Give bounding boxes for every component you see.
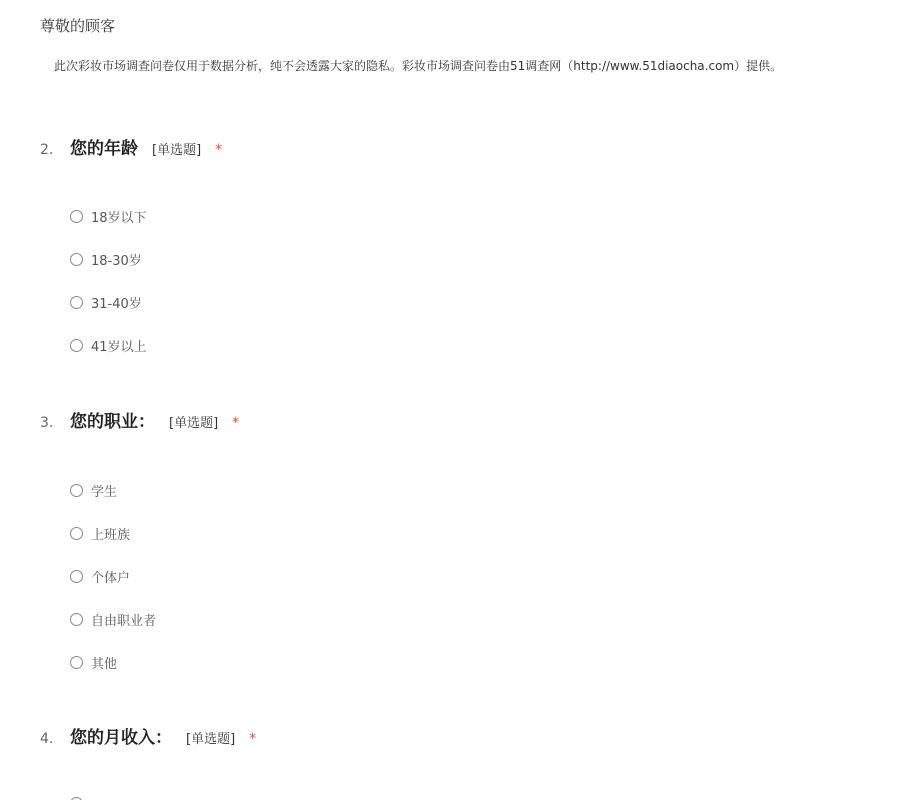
radio-button[interactable] [70, 484, 83, 497]
question-number: 2. [40, 142, 54, 158]
option-label: 18-30岁 [91, 253, 142, 269]
radio-button[interactable] [70, 570, 83, 583]
option-label: 41岁以上 [91, 339, 147, 355]
option-under-18[interactable] [70, 206, 147, 226]
question-title: 您的职业： [70, 412, 155, 432]
required-marker: * [249, 731, 257, 747]
option-other[interactable] [70, 652, 117, 672]
question-type: [单选题] [152, 143, 202, 158]
option-18-30[interactable] [70, 249, 142, 269]
option-label: 自由职业者 [91, 613, 157, 629]
radio-button[interactable] [70, 527, 83, 540]
option-label: 31-40岁 [91, 296, 142, 312]
radio-button[interactable] [70, 613, 83, 626]
option-income-first[interactable] [70, 793, 91, 800]
option-over-41[interactable] [70, 335, 147, 355]
radio-button[interactable] [70, 339, 83, 352]
option-label: 上班族 [91, 527, 131, 543]
question-header [40, 723, 860, 747]
radio-button[interactable] [70, 797, 83, 800]
option-self-employed[interactable] [70, 566, 130, 586]
option-student[interactable] [70, 480, 117, 500]
intro-text: 此次彩妆市场调查问卷仅用于数据分析，纯不会透露大家的隐私。彩妆市场调查问卷由51调查网（http://www.51diaocha.com）提供。 [54, 59, 783, 73]
question-monthly-income [40, 723, 860, 800]
radio-button[interactable] [70, 210, 83, 223]
option-31-40[interactable] [70, 292, 142, 312]
option-office-worker[interactable] [70, 523, 130, 543]
question-number: 4. [40, 731, 54, 747]
option-label: 学生 [91, 484, 118, 500]
required-marker: * [232, 415, 240, 431]
question-title: 您的年龄 [70, 139, 138, 159]
question-number: 3. [40, 415, 54, 431]
option-label: 个体户 [91, 570, 131, 586]
question-header [40, 407, 860, 431]
radio-button[interactable] [70, 656, 83, 669]
option-label: 其他 [91, 656, 118, 672]
question-title: 您的月收入： [70, 728, 172, 748]
question-occupation [40, 407, 860, 687]
question-header [40, 134, 860, 158]
required-marker: * [215, 142, 223, 158]
question-type: [单选题] [186, 732, 236, 747]
radio-button[interactable] [70, 296, 83, 309]
question-age [40, 134, 860, 374]
radio-button[interactable] [70, 253, 83, 266]
option-label: 18岁以下 [91, 210, 147, 226]
option-freelancer[interactable] [70, 609, 156, 629]
question-type: [单选题] [169, 416, 219, 431]
greeting-text: 尊敬的顾客 [40, 17, 116, 35]
